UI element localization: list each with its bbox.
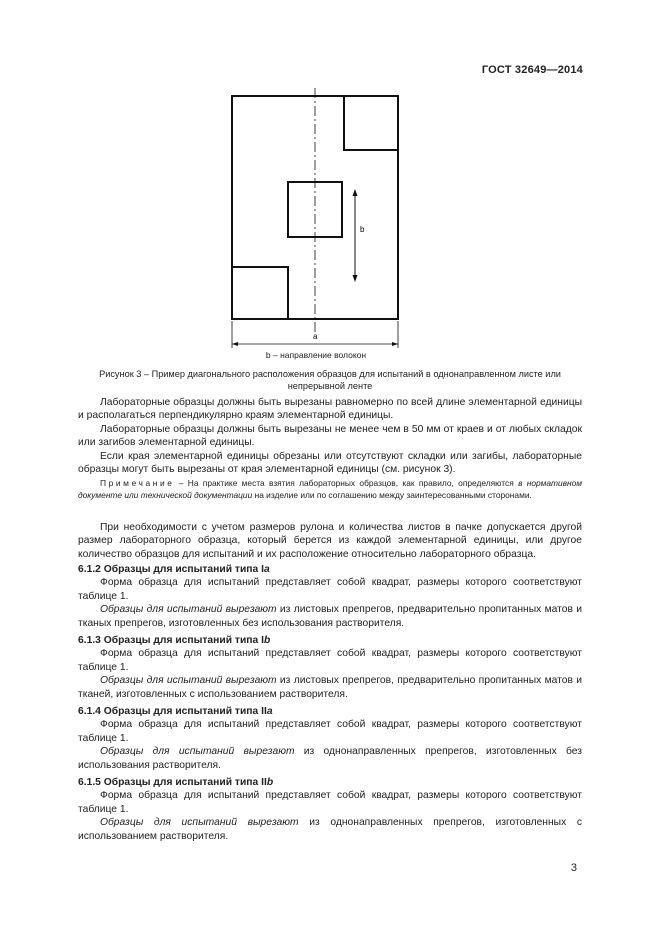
dim-label-a: a bbox=[313, 332, 318, 341]
section-form-text: Форма образца для испытаний представляет собой квадрат, размеры которого соответствуют таблице 1. bbox=[78, 790, 582, 815]
specimen-layout-diagram bbox=[226, 86, 404, 358]
section-cut-text: Образцы для испытаний вырезают из листовых препрегов, предварительно пропитанных матов и тканей, изготовленных с использованием растворителя. bbox=[78, 675, 582, 700]
section-form-text: Форма образца для испытаний представляет собой квадрат, размеры которого соответствуют таблице 1. bbox=[78, 648, 582, 673]
note-block bbox=[78, 478, 582, 501]
section-heading: 6.1.3 Образцы для испытаний типа Ib bbox=[78, 635, 271, 646]
figure-caption bbox=[80, 368, 580, 392]
specimen-bottom-left bbox=[232, 267, 288, 319]
section-cut-text: Образцы для испытаний вырезают из однонаправленных препрегов, изготовленных с использованием растворителя. bbox=[78, 817, 583, 842]
section-6-1-4 bbox=[78, 705, 582, 772]
page-number: 3 bbox=[570, 862, 577, 874]
note-text-c: на изделие или по соглашению между заинтересованными сторонами. bbox=[252, 489, 532, 500]
paragraph-50mm: Лабораторные образцы должны быть вырезаны не менее чем в 50 мм от краев и от любых складок или загибов элементарной единицы. bbox=[78, 423, 582, 449]
paragraph-edge-cut: Если края элементарной единицы обрезаны или отсутствуют складки или загибы, лабораторные образцы могут быть вырезаны от края элементарной единицы (см. рисунок 3). bbox=[78, 450, 582, 476]
section-cut-text: Образцы для испытаний вырезают из листовых препрегов, предварительно пропитанных матов и тканых препрегов, изготовленных без использования растворителя. bbox=[78, 604, 582, 629]
specimen-top-right bbox=[344, 96, 398, 150]
fiber-arrow-down bbox=[353, 275, 358, 282]
section-heading: 6.1.2 Образцы для испытаний типа Ia bbox=[78, 564, 270, 575]
section-heading: 6.1.4 Образцы для испытаний типа IIa bbox=[78, 706, 273, 717]
figure-caption-line-2: непрерывной ленте bbox=[287, 381, 373, 391]
section-6-1-2 bbox=[78, 563, 582, 630]
section-6-1-3 bbox=[78, 634, 582, 701]
paragraph-alternative-size: При необходимости с учетом размеров рулона и количества листов в пачке допускается другой размер лабораторного образца, который берется из каждой элементарной единицы, или другое количество образцов для испытаний и их расположение относительно лабораторного образца. bbox=[78, 522, 582, 560]
note-text-b: в нормативном документе или технической документации bbox=[78, 478, 582, 500]
body-block-1 bbox=[78, 396, 582, 476]
paragraph-uniform-cut: Лабораторные образцы должны быть вырезаны равномерно по всей длине элементарной единицы и располагаться перпендикулярно краям элементарной единицы. bbox=[78, 397, 582, 422]
figure-legend: b – направление волокон bbox=[265, 350, 367, 360]
section-form-text: Форма образца для испытаний представляет собой квадрат, размеры которого соответствуют таблице 1. bbox=[78, 577, 582, 602]
body-block-2 bbox=[78, 521, 582, 561]
note-label: Примечание bbox=[100, 478, 175, 488]
note-text-a: – На практике места взятия лабораторных образцов, как правило, определяются bbox=[174, 478, 519, 488]
figure-caption-line-1: Рисунок 3 – Пример диагонального расположения образцов для испытаний в однонаправленном листе или bbox=[99, 369, 561, 379]
fiber-arrow-up bbox=[353, 189, 358, 196]
section-heading: 6.1.5 Образцы для испытаний типа IIb bbox=[78, 777, 274, 788]
section-form-text: Форма образца для испытаний представляет собой квадрат, размеры которого соответствуют таблице 1. bbox=[78, 719, 582, 744]
document-header: ГОСТ 32649—2014 bbox=[481, 64, 583, 76]
dim-label-b: b bbox=[360, 225, 365, 234]
section-6-1-5 bbox=[78, 776, 582, 843]
section-cut-text: Образцы для испытаний вырезают из однонаправленных препрегов, изготовленных без использования растворителя. bbox=[78, 746, 582, 771]
